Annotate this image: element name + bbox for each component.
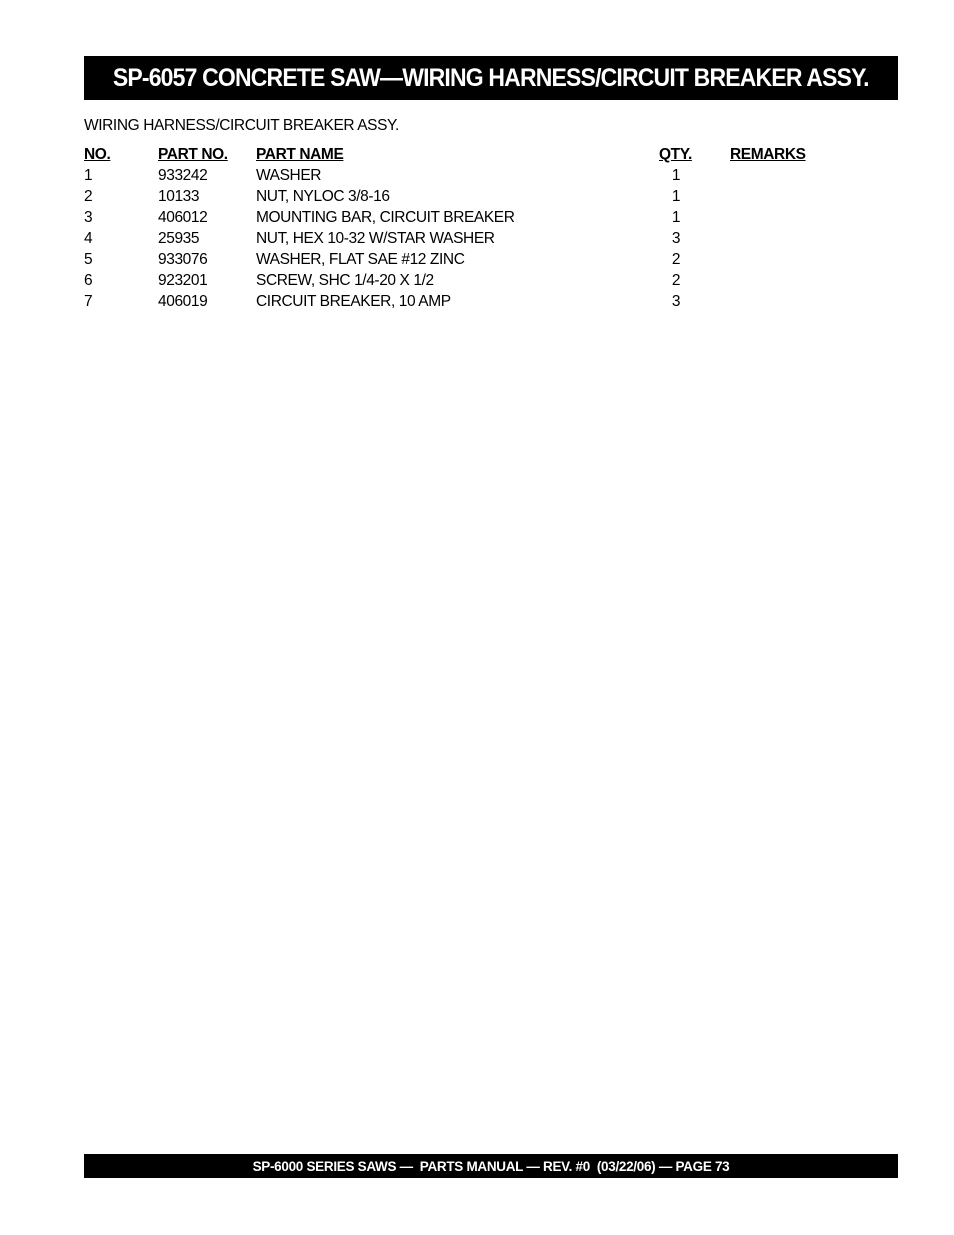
page-title-bar [84,56,898,100]
table-row [84,249,844,270]
cell-part-no: 25935 [158,230,200,247]
section-heading: WIRING HARNESS/CIRCUIT BREAKER ASSY. [84,117,399,134]
parts-table [84,144,844,312]
cell-no: 5 [84,251,93,268]
cell-part-no: 406012 [158,209,208,226]
cell-part-no: 10133 [158,188,200,205]
cell-part-name: SCREW, SHC 1/4-20 X 1/2 [256,272,434,289]
cell-no: 7 [84,293,93,310]
table-row [84,165,844,186]
table-row [84,270,844,291]
column-header-part-no: PART NO. [158,146,228,163]
cell-no: 6 [84,272,93,289]
cell-no: 3 [84,209,93,226]
cell-no: 4 [84,230,93,247]
column-header-remarks: REMARKS [730,146,806,163]
cell-part-name: WASHER, FLAT SAE #12 ZINC [256,251,465,268]
table-row [84,207,844,228]
column-header-no: NO. [84,146,111,163]
cell-qty: 3 [671,293,681,310]
footer-text: SP-6000 SERIES SAWS — PARTS MANUAL — REV. #0 (03/22/06) — PAGE 73 [252,1158,730,1174]
table-row [84,228,844,249]
cell-part-no: 406019 [158,293,208,310]
cell-part-no: 933076 [158,251,208,268]
cell-qty: 1 [671,167,681,184]
cell-no: 2 [84,188,93,205]
footer-bar [84,1154,898,1178]
column-header-part-name: PART NAME [256,146,344,163]
column-header-qty: QTY. [659,146,692,163]
cell-qty: 3 [671,230,681,247]
cell-part-no: 933242 [158,167,208,184]
cell-no: 1 [84,167,93,184]
cell-part-name: MOUNTING BAR, CIRCUIT BREAKER [256,209,515,226]
cell-qty: 2 [671,272,681,289]
cell-qty: 1 [671,188,681,205]
table-header-row [84,144,844,165]
cell-part-name: WASHER [256,167,322,184]
cell-qty: 1 [671,209,681,226]
page-title: SP-6057 CONCRETE SAW—WIRING HARNESS/CIRCUIT BREAKER ASSY. [113,63,869,92]
cell-qty: 2 [671,251,681,268]
table-row [84,291,844,312]
cell-part-name: NUT, NYLOC 3/8-16 [256,188,390,205]
cell-part-name: CIRCUIT BREAKER, 10 AMP [256,293,451,310]
cell-part-no: 923201 [158,272,208,289]
table-row [84,186,844,207]
cell-part-name: NUT, HEX 10-32 W/STAR WASHER [256,230,495,247]
